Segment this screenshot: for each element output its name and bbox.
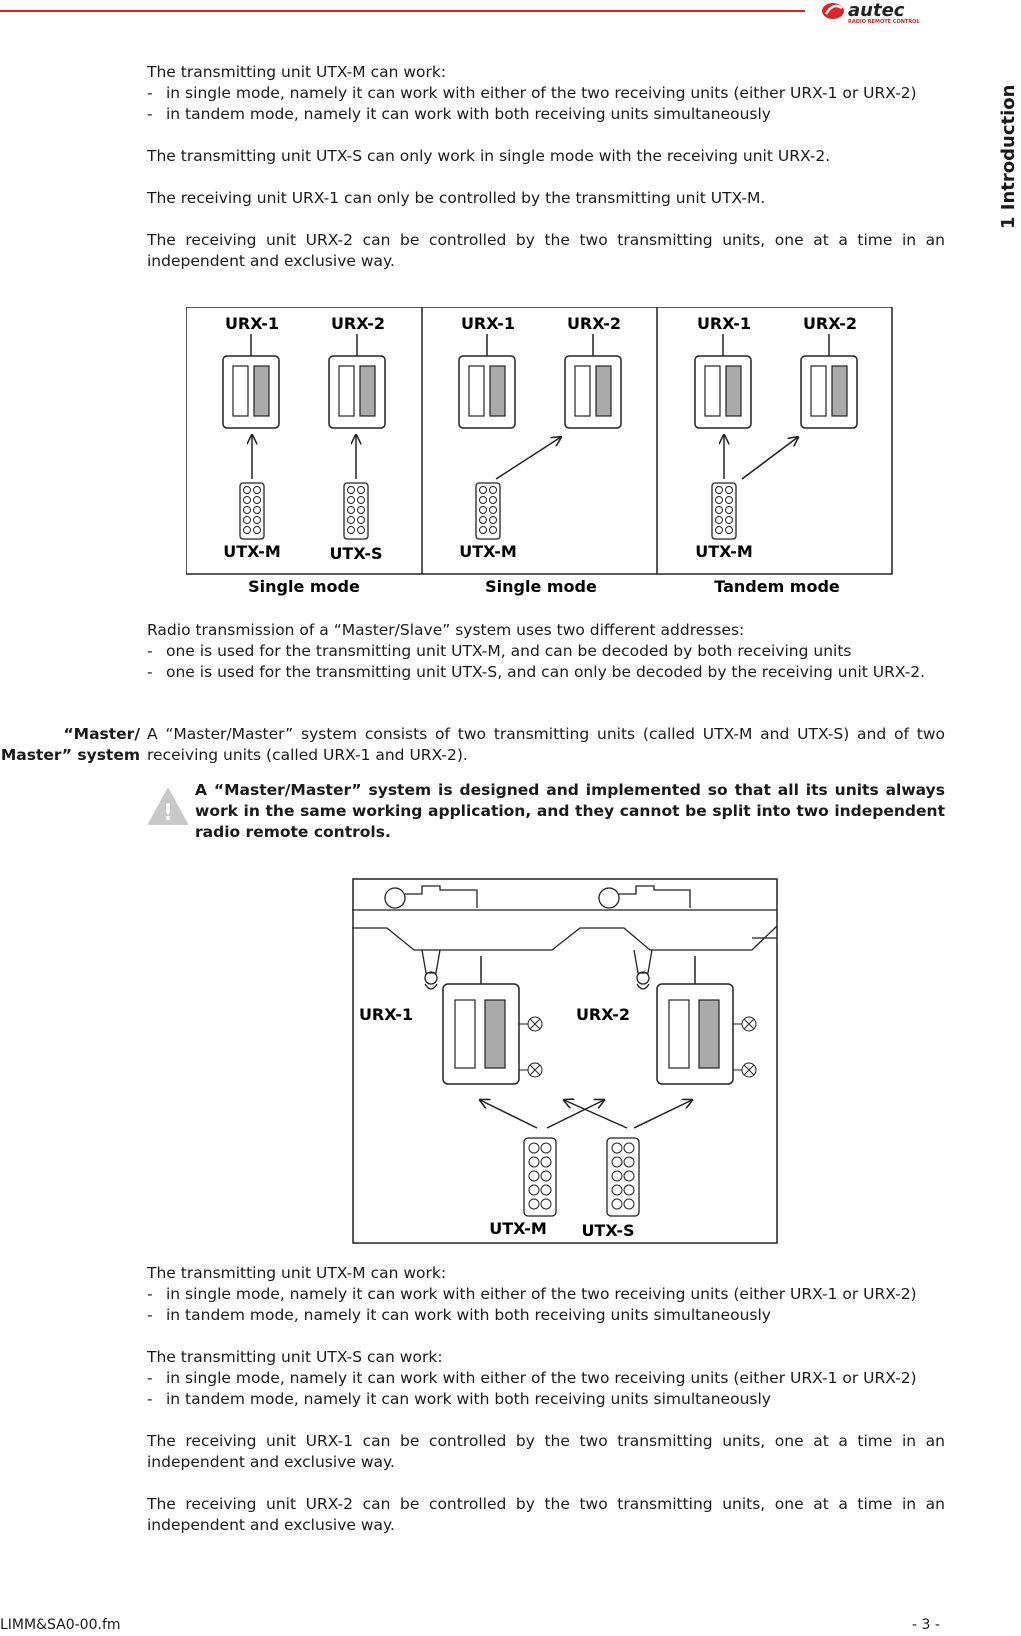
transmitter-utx-m: [712, 483, 736, 539]
transmitter-utx-s: [607, 1138, 639, 1216]
footer-filename: LIMM&SA0-00.fm: [0, 1617, 121, 1633]
paragraph: The transmitting unit UTX-M can work:: [147, 63, 447, 81]
paragraph: The transmitting unit UTX-S can work:: [147, 1348, 443, 1366]
paragraph: The receiving unit URX-2 can be controlled by the two transmitting units, one at a time in an independent and exclusive way.: [147, 231, 945, 270]
receiver-urx-2: [565, 334, 621, 428]
label-urx-1: URX-1: [460, 314, 516, 333]
transmitter-utx-s: [344, 483, 368, 539]
list-item: - one is used for the transmitting unit UTX-S, and can only be decoded by the receiving unit URX-2.: [147, 663, 926, 681]
list-item: - in tandem mode, namely it can work with both receiving units simultaneously: [147, 105, 771, 123]
paragraph: The receiving unit URX-2 can be controlled by the two transmitting units, one at a time in an independent and exclusive way.: [147, 1495, 945, 1534]
signal-arrows: [480, 1100, 692, 1128]
crane-structure: [352, 886, 777, 989]
logo-text: autec: [848, 0, 905, 21]
receiver-urx-1: [459, 334, 515, 428]
autec-logo-mark: [822, 3, 844, 19]
label-utx-m: UTX-M: [459, 542, 517, 561]
caption-single-mode: Single mode: [485, 577, 597, 596]
panel-single-mode-1: [223, 314, 385, 596]
receiver-urx-1: [695, 334, 751, 428]
receiver-urx-2: [657, 956, 756, 1084]
label-utx-m: UTX-M: [223, 542, 281, 561]
margin-title: “Master/ Master” system: [0, 725, 140, 764]
master-master-diagram: [352, 878, 780, 1246]
warning-icon: [147, 786, 189, 828]
warning-text: A “Master/Master” system is designed and implemented so that all its units always work in the same working application, and they cannot be split into two independent radio remote controls.: [195, 781, 945, 841]
label-utx-s: UTX-S: [329, 544, 383, 563]
autec-logo: [820, 0, 950, 24]
receiver-urx-2: [801, 334, 857, 428]
panel-tandem-mode: [695, 314, 857, 596]
paragraph: The transmitting unit UTX-M can work:: [147, 1264, 447, 1282]
receiver-urx-2: [329, 334, 385, 428]
paragraph: The receiving unit URX-1 can only be controlled by the transmitting unit UTX-M.: [147, 189, 766, 207]
mode-diagram: [186, 307, 896, 597]
transmitter-utx-m: [524, 1138, 556, 1216]
label-utx-m: UTX-M: [695, 542, 753, 561]
label-urx-2: URX-2: [330, 314, 386, 333]
paragraph-master-master: A “Master/Master” system consists of two transmitting units (called UTX-M and UTX-S) and of two receiving units (called URX-1 and URX-2).: [147, 725, 945, 764]
header-rule: [0, 10, 805, 12]
section-utx-m-intro: [147, 62, 945, 272]
panel-single-mode-2: [459, 314, 621, 596]
page-number: - 3 -: [912, 1617, 940, 1633]
paragraph: The receiving unit URX-1 can be controlled by the two transmitting units, one at a time in an independent and exclusive way.: [147, 1432, 945, 1471]
chapter-tab: [998, 60, 1021, 250]
caption-tandem-mode: Tandem mode: [714, 577, 840, 596]
list-item: - in single mode, namely it can work with either of the two receiving units (either URX-1 or URX-2): [147, 1369, 917, 1387]
receiver-urx-1: [443, 956, 542, 1084]
list-item: - in tandem mode, namely it can work with both receiving units simultaneously: [147, 1306, 771, 1324]
section-master-master-details: [147, 1263, 945, 1536]
diagram-frame: [186, 307, 892, 574]
paragraph: Radio transmission of a “Master/Slave” system uses two different addresses:: [147, 621, 745, 639]
label-urx-1: URX-1: [224, 314, 280, 333]
label-urx-1: URX-1: [696, 314, 752, 333]
svg-text:!: !: [162, 801, 174, 826]
label-utx-s: UTX-S: [581, 1221, 635, 1240]
logo-subtext: RADIO REMOTE CONTROL: [848, 19, 920, 24]
caption-single-mode: Single mode: [248, 577, 360, 596]
transmitter-utx-m: [476, 483, 500, 539]
label-urx-2: URX-2: [802, 314, 858, 333]
paragraph: The transmitting unit UTX-S can only work in single mode with the receiving unit URX-2.: [147, 147, 831, 165]
label-utx-m: UTX-M: [489, 1219, 547, 1238]
section-master-slave: [147, 620, 945, 683]
list-item: - in tandem mode, namely it can work with both receiving units simultaneously: [147, 1390, 771, 1408]
label-urx-1: URX-1: [358, 1005, 414, 1024]
label-urx-2: URX-2: [575, 1005, 631, 1024]
list-item: - one is used for the transmitting unit UTX-M, and can be decoded by both receiving units: [147, 642, 852, 660]
receiver-urx-1: [223, 334, 279, 428]
list-item: - in single mode, namely it can work with either of the two receiving units (either URX-1 or URX-2): [147, 84, 917, 102]
transmitter-utx-m: [240, 483, 264, 539]
label-urx-2: URX-2: [566, 314, 622, 333]
list-item: - in single mode, namely it can work with either of the two receiving units (either URX-1 or URX-2): [147, 1285, 917, 1303]
chapter-title: 1 Introduction: [998, 84, 1019, 229]
